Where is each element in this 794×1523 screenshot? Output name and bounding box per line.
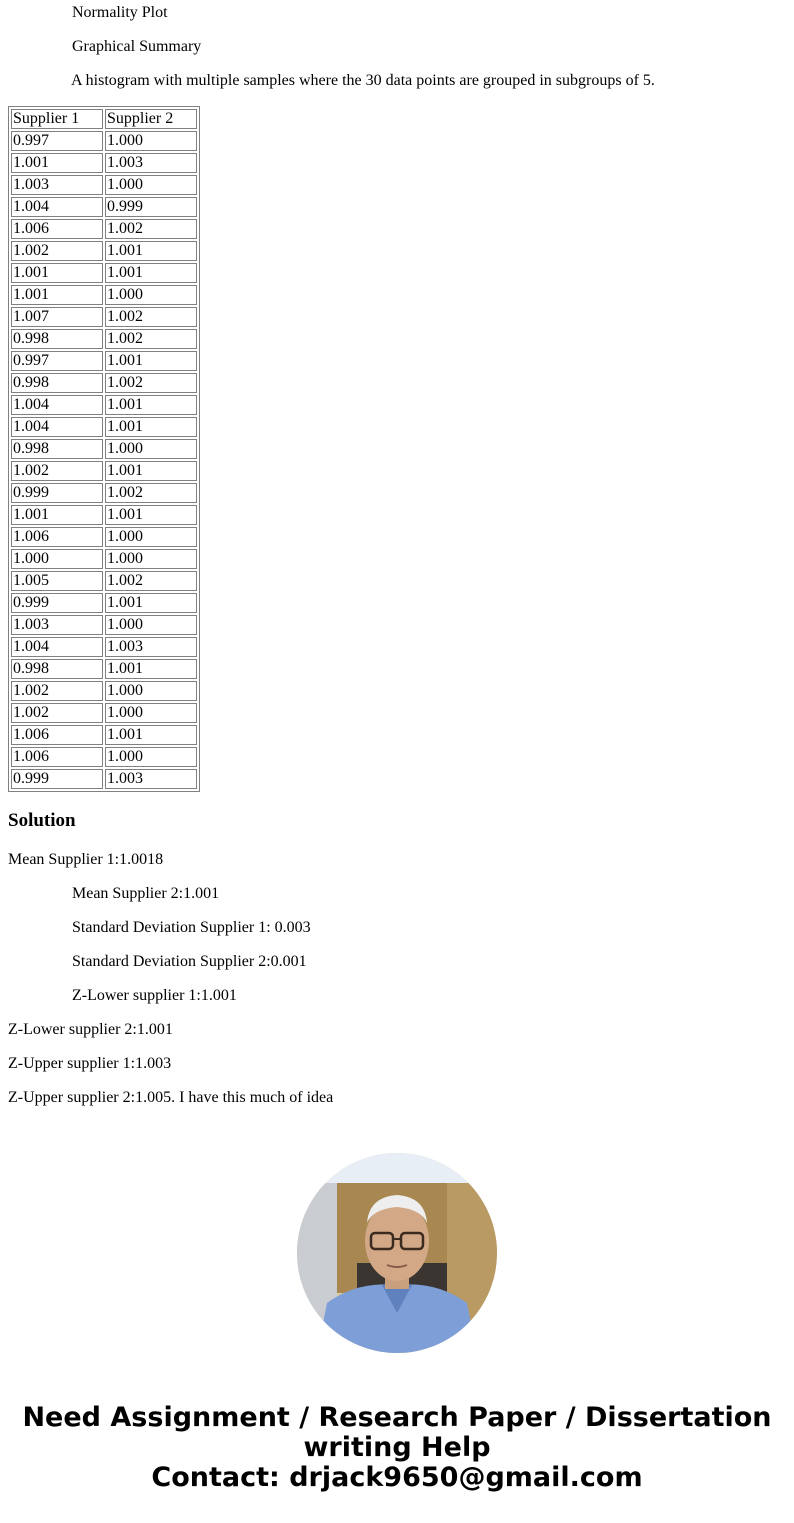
table-row	[11, 527, 197, 547]
table-row	[11, 571, 197, 591]
sd-supplier-1-text: Standard Deviation Supplier 1: 0.003	[72, 919, 311, 936]
solution-heading: Solution	[8, 810, 76, 831]
table-cell-supplier-2: 1.003	[105, 637, 197, 657]
table-cell-supplier-1: 0.999	[11, 483, 103, 503]
z-upper-supplier-1-text: Z-Upper supplier 1:1.003	[8, 1055, 172, 1072]
table-cell-supplier-1: 0.998	[11, 659, 103, 679]
table-cell-supplier-2: 1.003	[105, 769, 197, 789]
promo-banner	[0, 1403, 794, 1493]
table-cell-supplier-2: 1.001	[105, 241, 197, 261]
table-cell-supplier-2: 1.001	[105, 461, 197, 481]
table-cell-supplier-2: 1.002	[105, 483, 197, 503]
table-cell-supplier-1: 1.005	[11, 571, 103, 591]
table-row	[11, 615, 197, 635]
table-cell-supplier-1: 1.001	[11, 153, 103, 173]
header-supplier-1: Supplier 1	[11, 109, 103, 129]
table-row	[11, 241, 197, 261]
table-cell-supplier-2: 0.999	[105, 197, 197, 217]
table-cell-supplier-2: 1.003	[105, 153, 197, 173]
table-row	[11, 549, 197, 569]
table-row	[11, 747, 197, 767]
sd-supplier-2-text: Standard Deviation Supplier 2:0.001	[72, 953, 307, 970]
table-row	[11, 395, 197, 415]
table-cell-supplier-2: 1.000	[105, 615, 197, 635]
table-row	[11, 153, 197, 173]
promo-line-2: writing Help	[303, 1432, 491, 1463]
table-cell-supplier-1: 1.004	[11, 637, 103, 657]
table-cell-supplier-1: 1.006	[11, 747, 103, 767]
table-cell-supplier-1: 1.002	[11, 681, 103, 701]
table-header-row	[11, 109, 197, 129]
table-cell-supplier-2: 1.001	[105, 263, 197, 283]
table-row	[11, 197, 197, 217]
table-row	[11, 351, 197, 371]
table-row	[11, 483, 197, 503]
table-cell-supplier-2: 1.002	[105, 373, 197, 393]
table-row	[11, 593, 197, 613]
table-cell-supplier-1: 0.997	[11, 131, 103, 151]
table-row	[11, 131, 197, 151]
table-cell-supplier-1: 0.999	[11, 593, 103, 613]
table-cell-supplier-1: 1.006	[11, 725, 103, 745]
table-cell-supplier-1: 1.007	[11, 307, 103, 327]
table-cell-supplier-2: 1.002	[105, 307, 197, 327]
table-cell-supplier-1: 0.998	[11, 329, 103, 349]
table-cell-supplier-1: 1.004	[11, 395, 103, 415]
table-cell-supplier-1: 0.998	[11, 439, 103, 459]
table-cell-supplier-2: 1.002	[105, 329, 197, 349]
table-cell-supplier-1: 1.002	[11, 703, 103, 723]
mean-supplier-1-text: Mean Supplier 1:1.0018	[8, 851, 164, 868]
table-cell-supplier-1: 1.001	[11, 505, 103, 525]
table-cell-supplier-1: 1.003	[11, 175, 103, 195]
table-cell-supplier-2: 1.000	[105, 439, 197, 459]
table-row	[11, 439, 197, 459]
table-row	[11, 505, 197, 525]
table-cell-supplier-1: 1.004	[11, 417, 103, 437]
table-cell-supplier-2: 1.001	[105, 351, 197, 371]
table-cell-supplier-2: 1.000	[105, 681, 197, 701]
table-cell-supplier-1: 1.001	[11, 285, 103, 305]
table-cell-supplier-2: 1.001	[105, 659, 197, 679]
table-cell-supplier-1: 1.006	[11, 527, 103, 547]
table-cell-supplier-2: 1.001	[105, 593, 197, 613]
normality-plot-text: Normality Plot	[72, 4, 168, 21]
table-cell-supplier-2: 1.000	[105, 747, 197, 767]
table-row	[11, 681, 197, 701]
table-row	[11, 307, 197, 327]
person-photo-icon	[297, 1153, 497, 1353]
table-cell-supplier-2: 1.001	[105, 417, 197, 437]
table-cell-supplier-1: 1.002	[11, 241, 103, 261]
table-cell-supplier-2: 1.000	[105, 549, 197, 569]
mean-supplier-2-text: Mean Supplier 2:1.001	[72, 885, 220, 902]
table-row	[11, 373, 197, 393]
table-cell-supplier-2: 1.000	[105, 703, 197, 723]
table-cell-supplier-1: 1.006	[11, 219, 103, 239]
z-lower-supplier-2-text: Z-Lower supplier 2:1.001	[8, 1021, 173, 1038]
histogram-note-text: A histogram with multiple samples where the 30 data points are grouped in subgroups of 5.	[71, 72, 655, 89]
z-upper-supplier-2-text: Z-Upper supplier 2:1.005. I have this much of idea	[8, 1089, 334, 1106]
table-row	[11, 725, 197, 745]
table-cell-supplier-2: 1.002	[105, 571, 197, 591]
table-cell-supplier-2: 1.002	[105, 219, 197, 239]
table-cell-supplier-2: 1.000	[105, 285, 197, 305]
table-row	[11, 219, 197, 239]
table-cell-supplier-1: 1.002	[11, 461, 103, 481]
graphical-summary-text: Graphical Summary	[72, 38, 202, 55]
table-cell-supplier-1: 0.997	[11, 351, 103, 371]
table-cell-supplier-2: 1.000	[105, 131, 197, 151]
table-cell-supplier-1: 1.004	[11, 197, 103, 217]
table-row	[11, 461, 197, 481]
table-row	[11, 263, 197, 283]
table-cell-supplier-1: 1.000	[11, 549, 103, 569]
supplier-data-table	[8, 106, 200, 792]
table-cell-supplier-1: 0.999	[11, 769, 103, 789]
promo-contact-line: Contact: drjack9650@gmail.com	[151, 1462, 643, 1493]
table-cell-supplier-2: 1.000	[105, 527, 197, 547]
table-row	[11, 659, 197, 679]
table-cell-supplier-1: 1.001	[11, 263, 103, 283]
table-cell-supplier-2: 1.001	[105, 395, 197, 415]
z-lower-supplier-1-text: Z-Lower supplier 1:1.001	[72, 987, 237, 1004]
table-cell-supplier-2: 1.001	[105, 505, 197, 525]
table-row	[11, 417, 197, 437]
table-row	[11, 769, 197, 789]
table-cell-supplier-2: 1.001	[105, 725, 197, 745]
promo-line-1: Need Assignment / Research Paper / Dissertation	[22, 1402, 772, 1433]
table-cell-supplier-2: 1.000	[105, 175, 197, 195]
table-row	[11, 329, 197, 349]
table-cell-supplier-1: 0.998	[11, 373, 103, 393]
table-row	[11, 703, 197, 723]
header-supplier-2: Supplier 2	[105, 109, 197, 129]
table-cell-supplier-1: 1.003	[11, 615, 103, 635]
table-row	[11, 175, 197, 195]
table-row	[11, 285, 197, 305]
table-row	[11, 637, 197, 657]
